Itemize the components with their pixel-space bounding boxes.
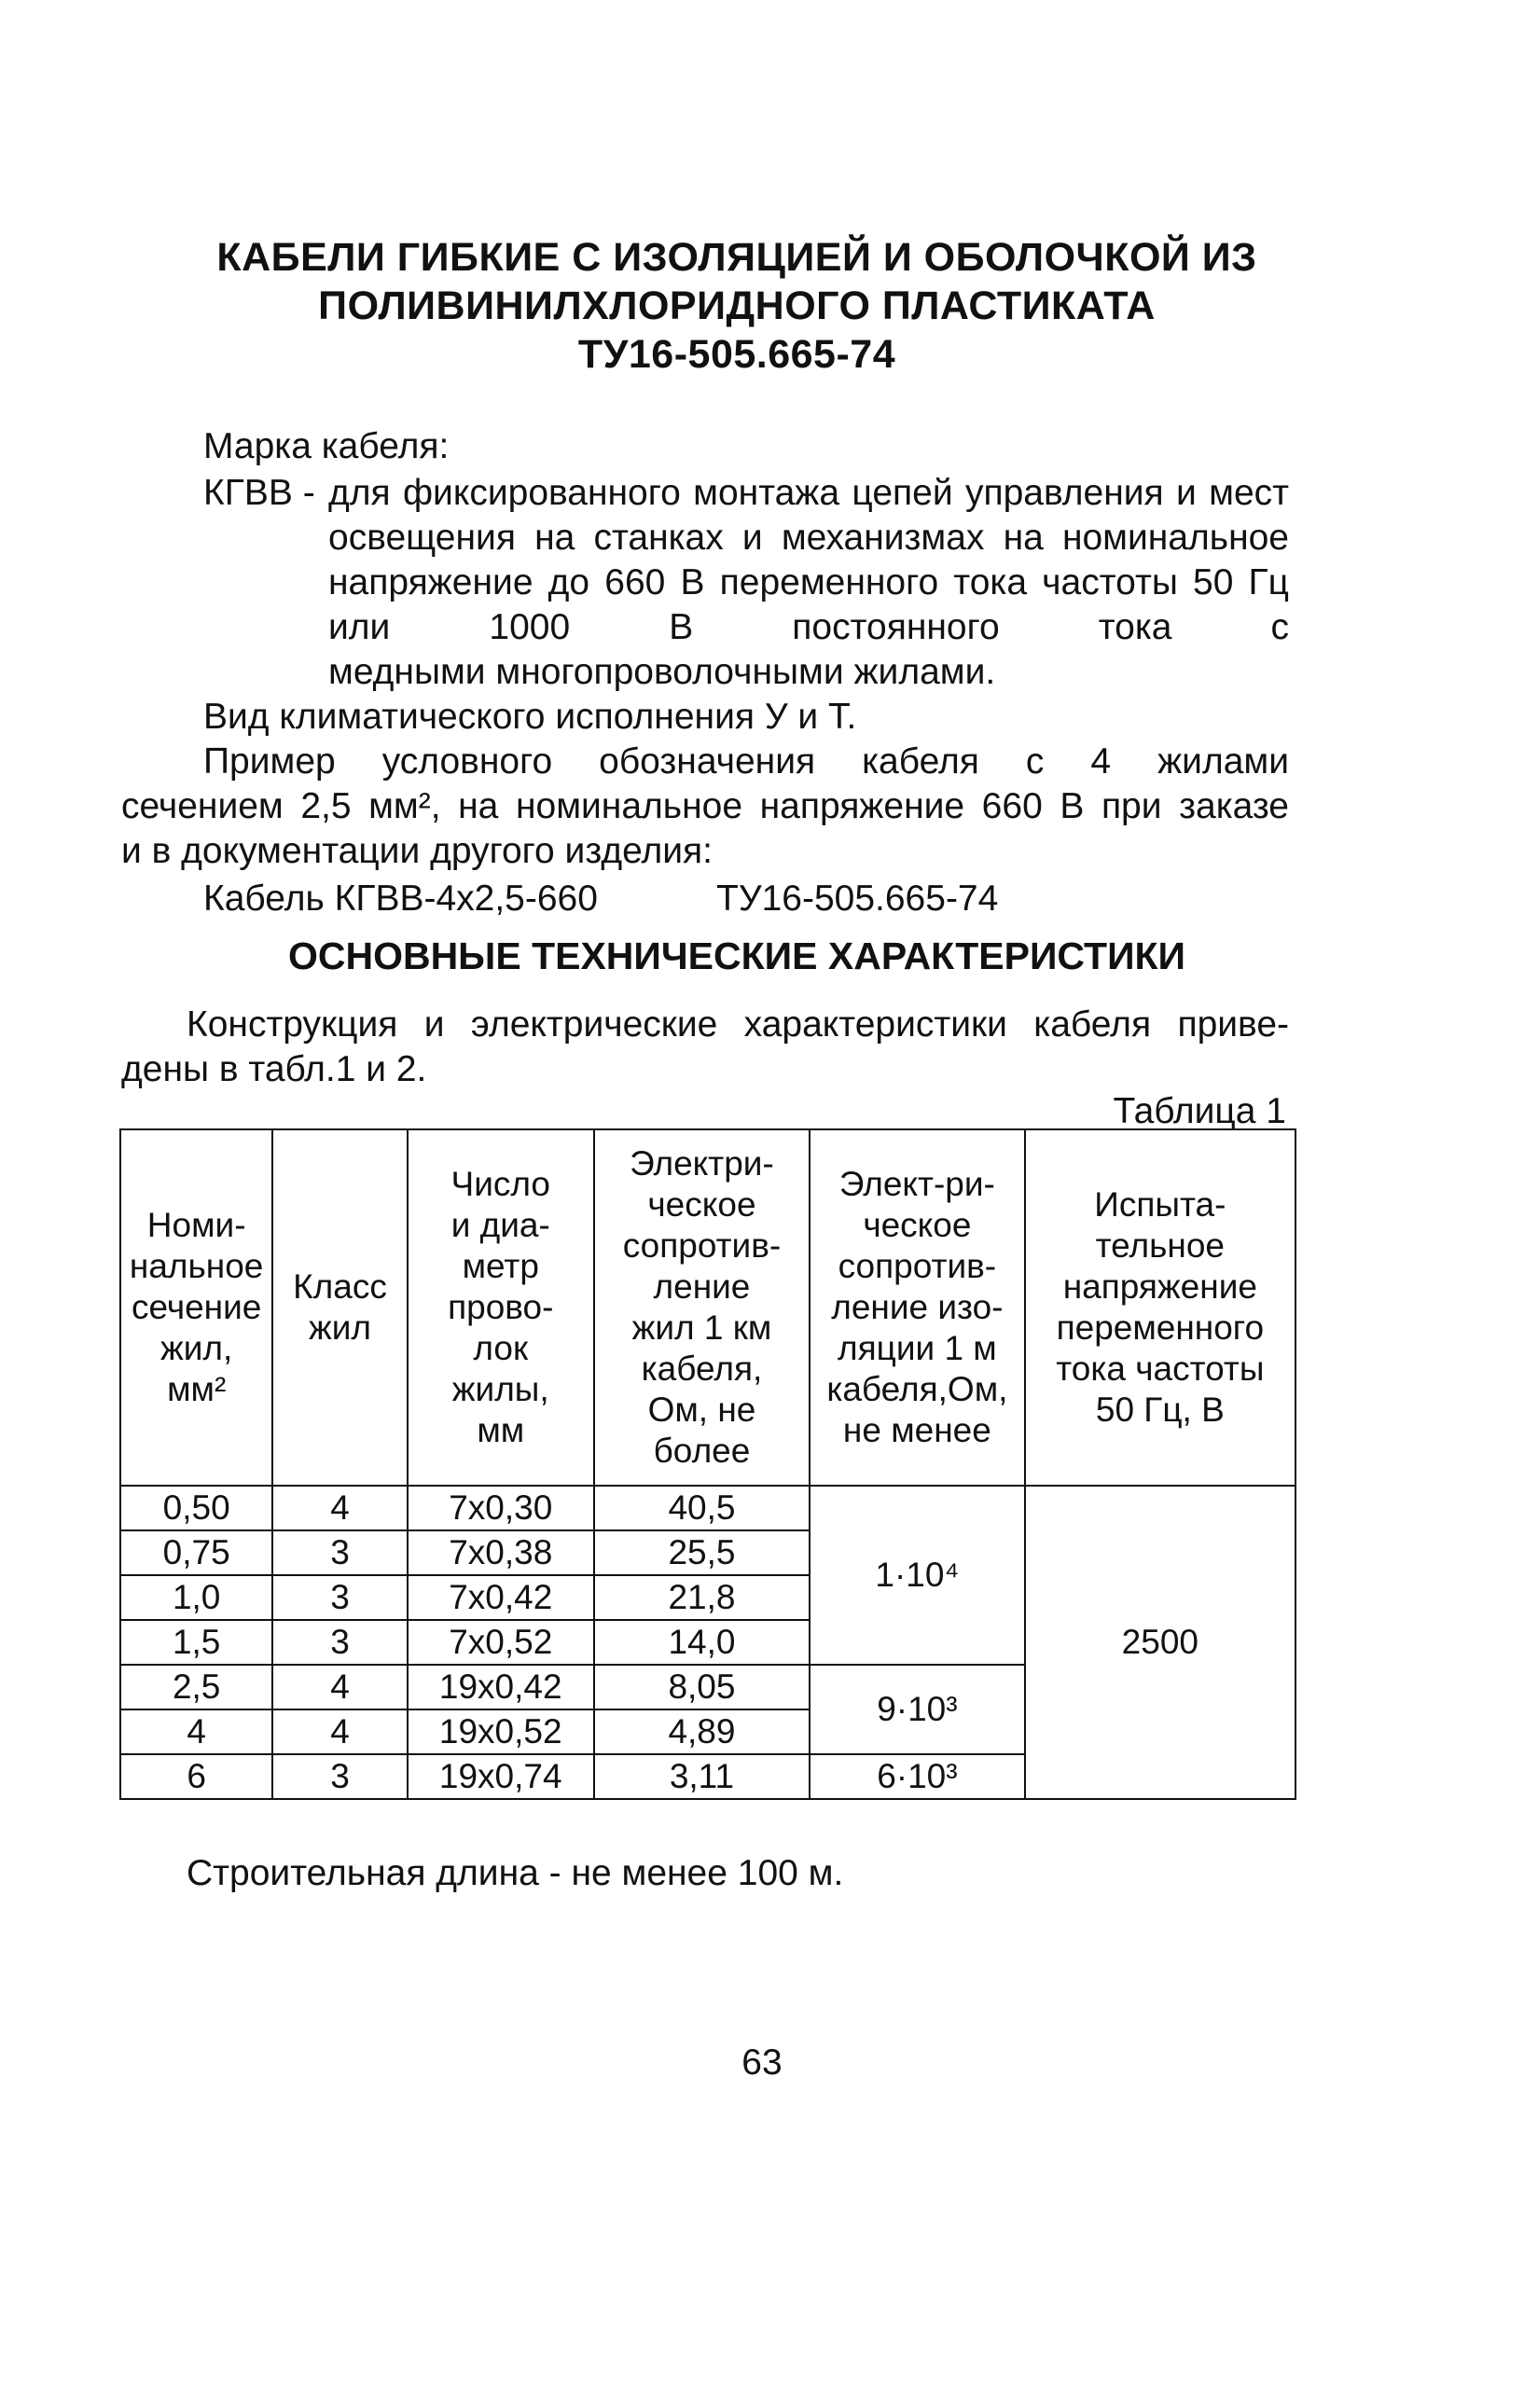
example-line-2: сечением 2,5 мм², на номинальное напряжение 660 В при заказе — [121, 786, 1289, 826]
climate-version: Вид климатического исполнения У и Т. — [203, 697, 857, 737]
cell-wires: 19х0,74 — [408, 1754, 594, 1799]
section-text-line-2: дены в табл.1 и 2. — [121, 1049, 427, 1089]
header-insulation: Элект-ри- ческое сопротив- ление изо- ляции 1 м кабеля,Ом, не менее — [810, 1129, 1025, 1486]
designation-example — [203, 877, 999, 921]
header-wires: Число и диа- метр прово- лок жилы, мм — [408, 1129, 594, 1486]
cell-wires: 7х0,38 — [408, 1530, 594, 1575]
doc-title-line-1: КАБЕЛИ ГИБКИЕ С ИЗОЛЯЦИЕЙ И ОБОЛОЧКОЙ ИЗ — [216, 235, 1257, 280]
cell-class: 3 — [272, 1530, 407, 1575]
construction-length: Строительная длина - не менее 100 м. — [187, 1853, 844, 1893]
header-test-voltage: Испыта- тельное напряжение переменного тока частоты 50 Гц, В — [1025, 1129, 1295, 1486]
page-number: 63 — [741, 2042, 783, 2083]
table-caption: Таблица 1 — [1113, 1091, 1286, 1131]
cell-class: 3 — [272, 1575, 407, 1620]
cell-insulation: 9·10³ — [810, 1665, 1025, 1754]
cable-mark-description: для фиксированного монтажа цепей управления и мест освещения на станках и механизмах на номинальное напряжение до 660 В переменного тока частоты 50 Гц или 1000 В постоянного тока с — [328, 473, 1289, 647]
cell-insulation: 6·10³ — [810, 1754, 1025, 1799]
cell-section: 0,75 — [120, 1530, 272, 1575]
cell-class: 4 — [272, 1665, 407, 1709]
cell-wires: 7х0,30 — [408, 1486, 594, 1530]
example-line-1: Пример условного обозначения кабеля с 4 жилами — [203, 741, 1289, 782]
cell-section: 1,0 — [120, 1575, 272, 1620]
spec-table — [119, 1128, 1296, 1800]
cell-section: 6 — [120, 1754, 272, 1799]
cell-resistance: 25,5 — [594, 1530, 810, 1575]
cell-wires: 19х0,52 — [408, 1709, 594, 1754]
table-row — [120, 1486, 1295, 1530]
header-class: Класс жил — [272, 1129, 407, 1486]
cell-class: 4 — [272, 1709, 407, 1754]
header-resistance: Электри- ческое сопротив- ление жил 1 км кабеля, Ом, не более — [594, 1129, 810, 1486]
cell-insulation: 1·10⁴ — [810, 1486, 1025, 1665]
cell-resistance: 4,89 — [594, 1709, 810, 1754]
cell-resistance: 8,05 — [594, 1665, 810, 1709]
cell-resistance: 40,5 — [594, 1486, 810, 1530]
cell-section: 4 — [120, 1709, 272, 1754]
cell-section: 0,50 — [120, 1486, 272, 1530]
designation-name: Кабель КГВВ-4х2,5-660 — [203, 879, 598, 919]
cable-mark-description-end: медными многопроволочными жилами. — [328, 652, 996, 692]
section-text-line-1: Конструкция и электрические характеристики кабеля приве- — [187, 1004, 1289, 1045]
cell-class: 4 — [272, 1486, 407, 1530]
example-line-3: и в документации другого изделия: — [121, 831, 713, 871]
cell-section: 1,5 — [120, 1620, 272, 1665]
header-section: Номи- нальное сечение жил, мм² — [120, 1129, 272, 1486]
table-header-row — [120, 1129, 1295, 1486]
doc-title-standard: ТУ16-505.665-74 — [577, 332, 896, 377]
cell-wires: 7х0,52 — [408, 1620, 594, 1665]
cell-resistance: 3,11 — [594, 1754, 810, 1799]
cell-wires: 7х0,42 — [408, 1575, 594, 1620]
cell-resistance: 21,8 — [594, 1575, 810, 1620]
cable-mark-code: КГВВ - — [203, 473, 315, 513]
cell-resistance: 14,0 — [594, 1620, 810, 1665]
cell-section: 2,5 — [120, 1665, 272, 1709]
doc-title-line-2: ПОЛИВИНИЛХЛОРИДНОГО ПЛАСТИКАТА — [318, 284, 1156, 328]
cell-class: 3 — [272, 1620, 407, 1665]
designation-code: ТУ16-505.665-74 — [716, 879, 999, 919]
cell-test-voltage: 2500 — [1025, 1486, 1295, 1799]
cell-wires: 19х0,42 — [408, 1665, 594, 1709]
cell-class: 3 — [272, 1754, 407, 1799]
section-heading: ОСНОВНЫЕ ТЕХНИЧЕСКИЕ ХАРАКТЕРИСТИКИ — [287, 934, 1186, 977]
cable-mark-label: Марка кабеля: — [203, 426, 450, 466]
